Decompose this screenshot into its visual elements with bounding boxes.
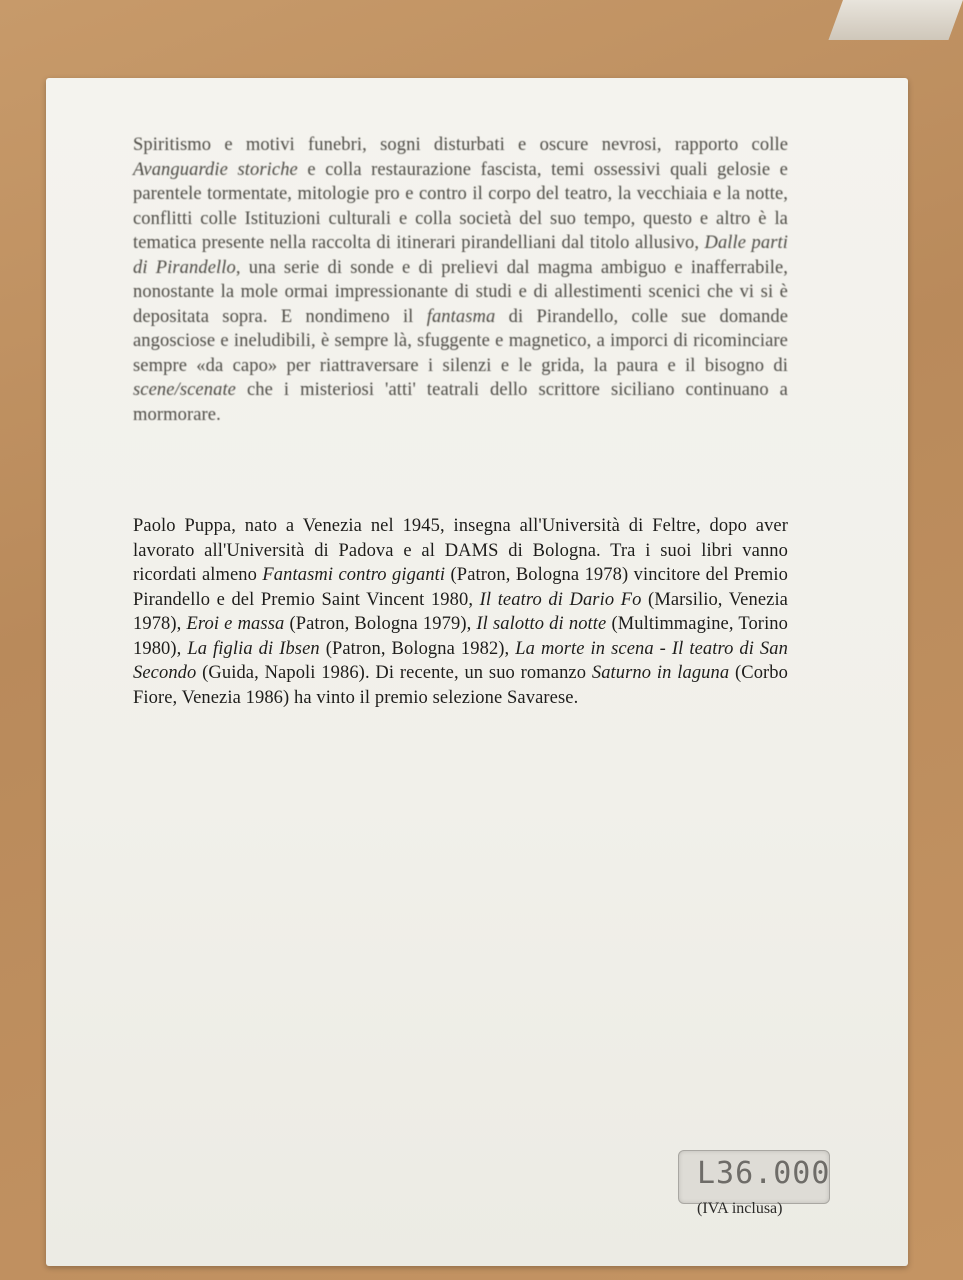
bio-run: Fantasmi contro giganti [262, 565, 446, 585]
bio-run: Il teatro di Dario Fo [479, 589, 642, 610]
bio-run: Saturno in laguna [591, 663, 730, 683]
bio-run: (Patron, Bologna 1979), [284, 614, 477, 634]
bio-run: (Corbo Fiore, Venezia 1986) ha vinto il premio selezione Savarese. [133, 663, 788, 708]
blurb-run: , una serie di sonde e di prelievi dal magma ambiguo e inafferrabile, nonostante la mole ormai impressionante di studi e di allestimenti scenici che vi si è depositata sopra. E nondimeno il [133, 257, 788, 327]
blurb-run: fantasma [426, 306, 496, 327]
blurb-run: e colla restaurazione fascista, temi ossessivi quali gelosie e parentele tormentate, mitologie pro e contro il corpo del teatro, la vecchiaia e la notte, conflitti colle Istituzioni culturali e colla società del suo tempo, questo e altro è la tematica presente nella raccolta di itinerari pirandelliani dal titolo allusivo, [133, 159, 788, 253]
price-note: (IVA inclusa) [697, 1200, 783, 1217]
blurb-text [133, 133, 788, 427]
blurb-run: Dalle parti di Pirandello [133, 233, 788, 278]
blurb-run: che i misteriosi 'atti' teatrali dello scrittore siciliano continuano a mormorare. [133, 380, 788, 425]
blurb-run: scene/scenate [133, 380, 236, 400]
bio-run: (Patron, Bologna 1978) vincitore del Premio Pirandello e del Premio Saint Vincent 1980, [133, 565, 788, 610]
blurb-run: Avanguardie storiche [133, 159, 298, 180]
table-surface [828, 0, 963, 40]
blurb-run: di Pirandello, colle sue domande angosciose e ineludibili, è sempre là, sfuggente e magnetico, a imporci di ricominciare sempre «da capo» per riattraversare i silenzi e le grida, la paura e il bisogno di [133, 306, 788, 376]
author-bio-paragraph [133, 514, 788, 710]
bio-run: (Patron, Bologna 1982), [319, 638, 516, 659]
bio-run: La figlia di Ibsen [187, 638, 320, 659]
bio-run: (Marsilio, Venezia 1978), [133, 589, 788, 634]
bio-run: La morte in scena - Il teatro di San Secondo [133, 638, 788, 683]
bio-run: Paolo Puppa, nato a Venezia nel 1945, insegna all'Università di Feltre, dopo aver lavorato all'Università di Padova e al DAMS di Bologna. Tra i suoi libri vanno ricordati almeno [133, 516, 788, 585]
bio-run: (Multimmagine, Torino 1980), [133, 614, 789, 659]
blurb-run: Spiritismo e motivi funebri, sogni disturbati e oscure nevrosi, rapporto colle [133, 135, 788, 155]
bio-run: (Guida, Napoli 1986). Di recente, un suo romanzo [196, 663, 592, 683]
bio-run: Il salotto di notte [476, 614, 607, 634]
price-label: L36.000 [697, 1156, 831, 1191]
bio-run: Eroi e massa [186, 614, 285, 634]
bio-text [133, 514, 788, 710]
blurb-paragraph [133, 133, 788, 427]
